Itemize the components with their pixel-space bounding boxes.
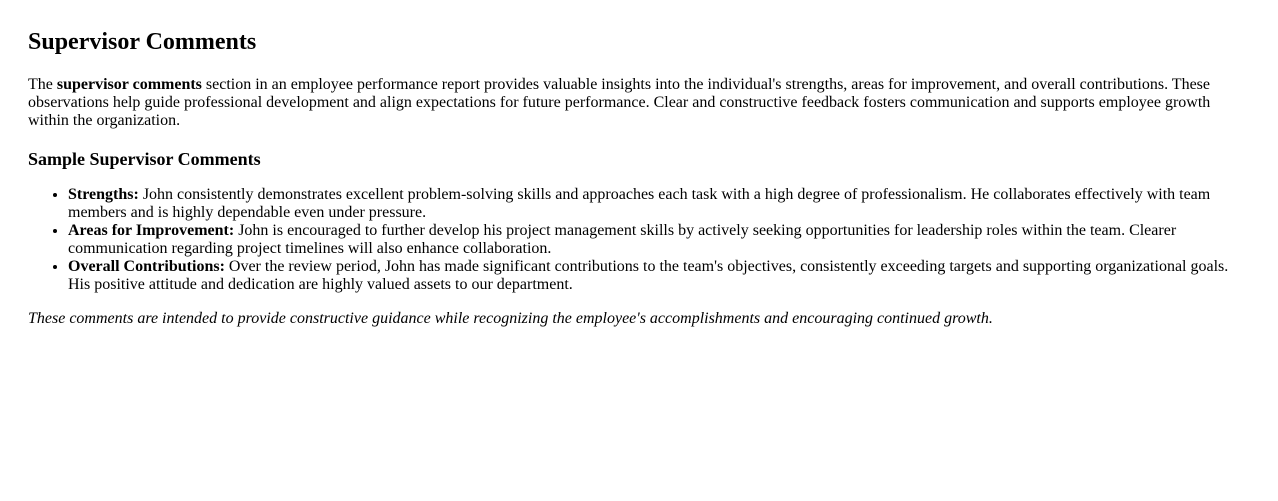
section-title: Sample Supervisor Comments [28,149,261,169]
item-text: John consistently demonstrates excellent problem-solving skills and approaches each task with a high degree of professionalism. He collaborates effectively with team members and is highly dependable even under pressure. [68,186,1211,221]
list-item-strengths [68,186,1250,222]
intro-text-start: The [28,76,57,93]
intro-paragraph [28,76,1250,130]
item-label: Areas for Improvement: [68,222,235,239]
intro-text-end: section in an employee performance report provides valuable insights into the individual's strengths, areas for improvement, and overall contributions. These observations help guide professional development and align expectations for future performance. Clear and constructive feedback fosters communication and supports employee growth within the organization. [28,76,1211,129]
closing-note: These comments are intended to provide constructive guidance while recognizing the employee's accomplishments and encouraging continued growth. [28,310,993,327]
item-text: John is encouraged to further develop his project management skills by actively seeking opportunities for leadership roles within the team. Clearer communication regarding project timelines will also enhance collaboration. [68,222,1177,257]
item-label: Overall Contributions: [68,258,225,275]
list-item-improvement [68,222,1250,258]
page-title: Supervisor Comments [28,29,257,55]
comments-list [28,186,1250,294]
intro-bold-term: supervisor comments [56,76,202,93]
list-item-contributions [68,258,1250,294]
item-label: Strengths: [68,186,139,203]
item-text: Over the review period, John has made significant contributions to the team's objectives, consistently exceeding targets and supporting organizational goals. His positive attitude and dedication are highly valued assets to our department. [68,258,1229,293]
